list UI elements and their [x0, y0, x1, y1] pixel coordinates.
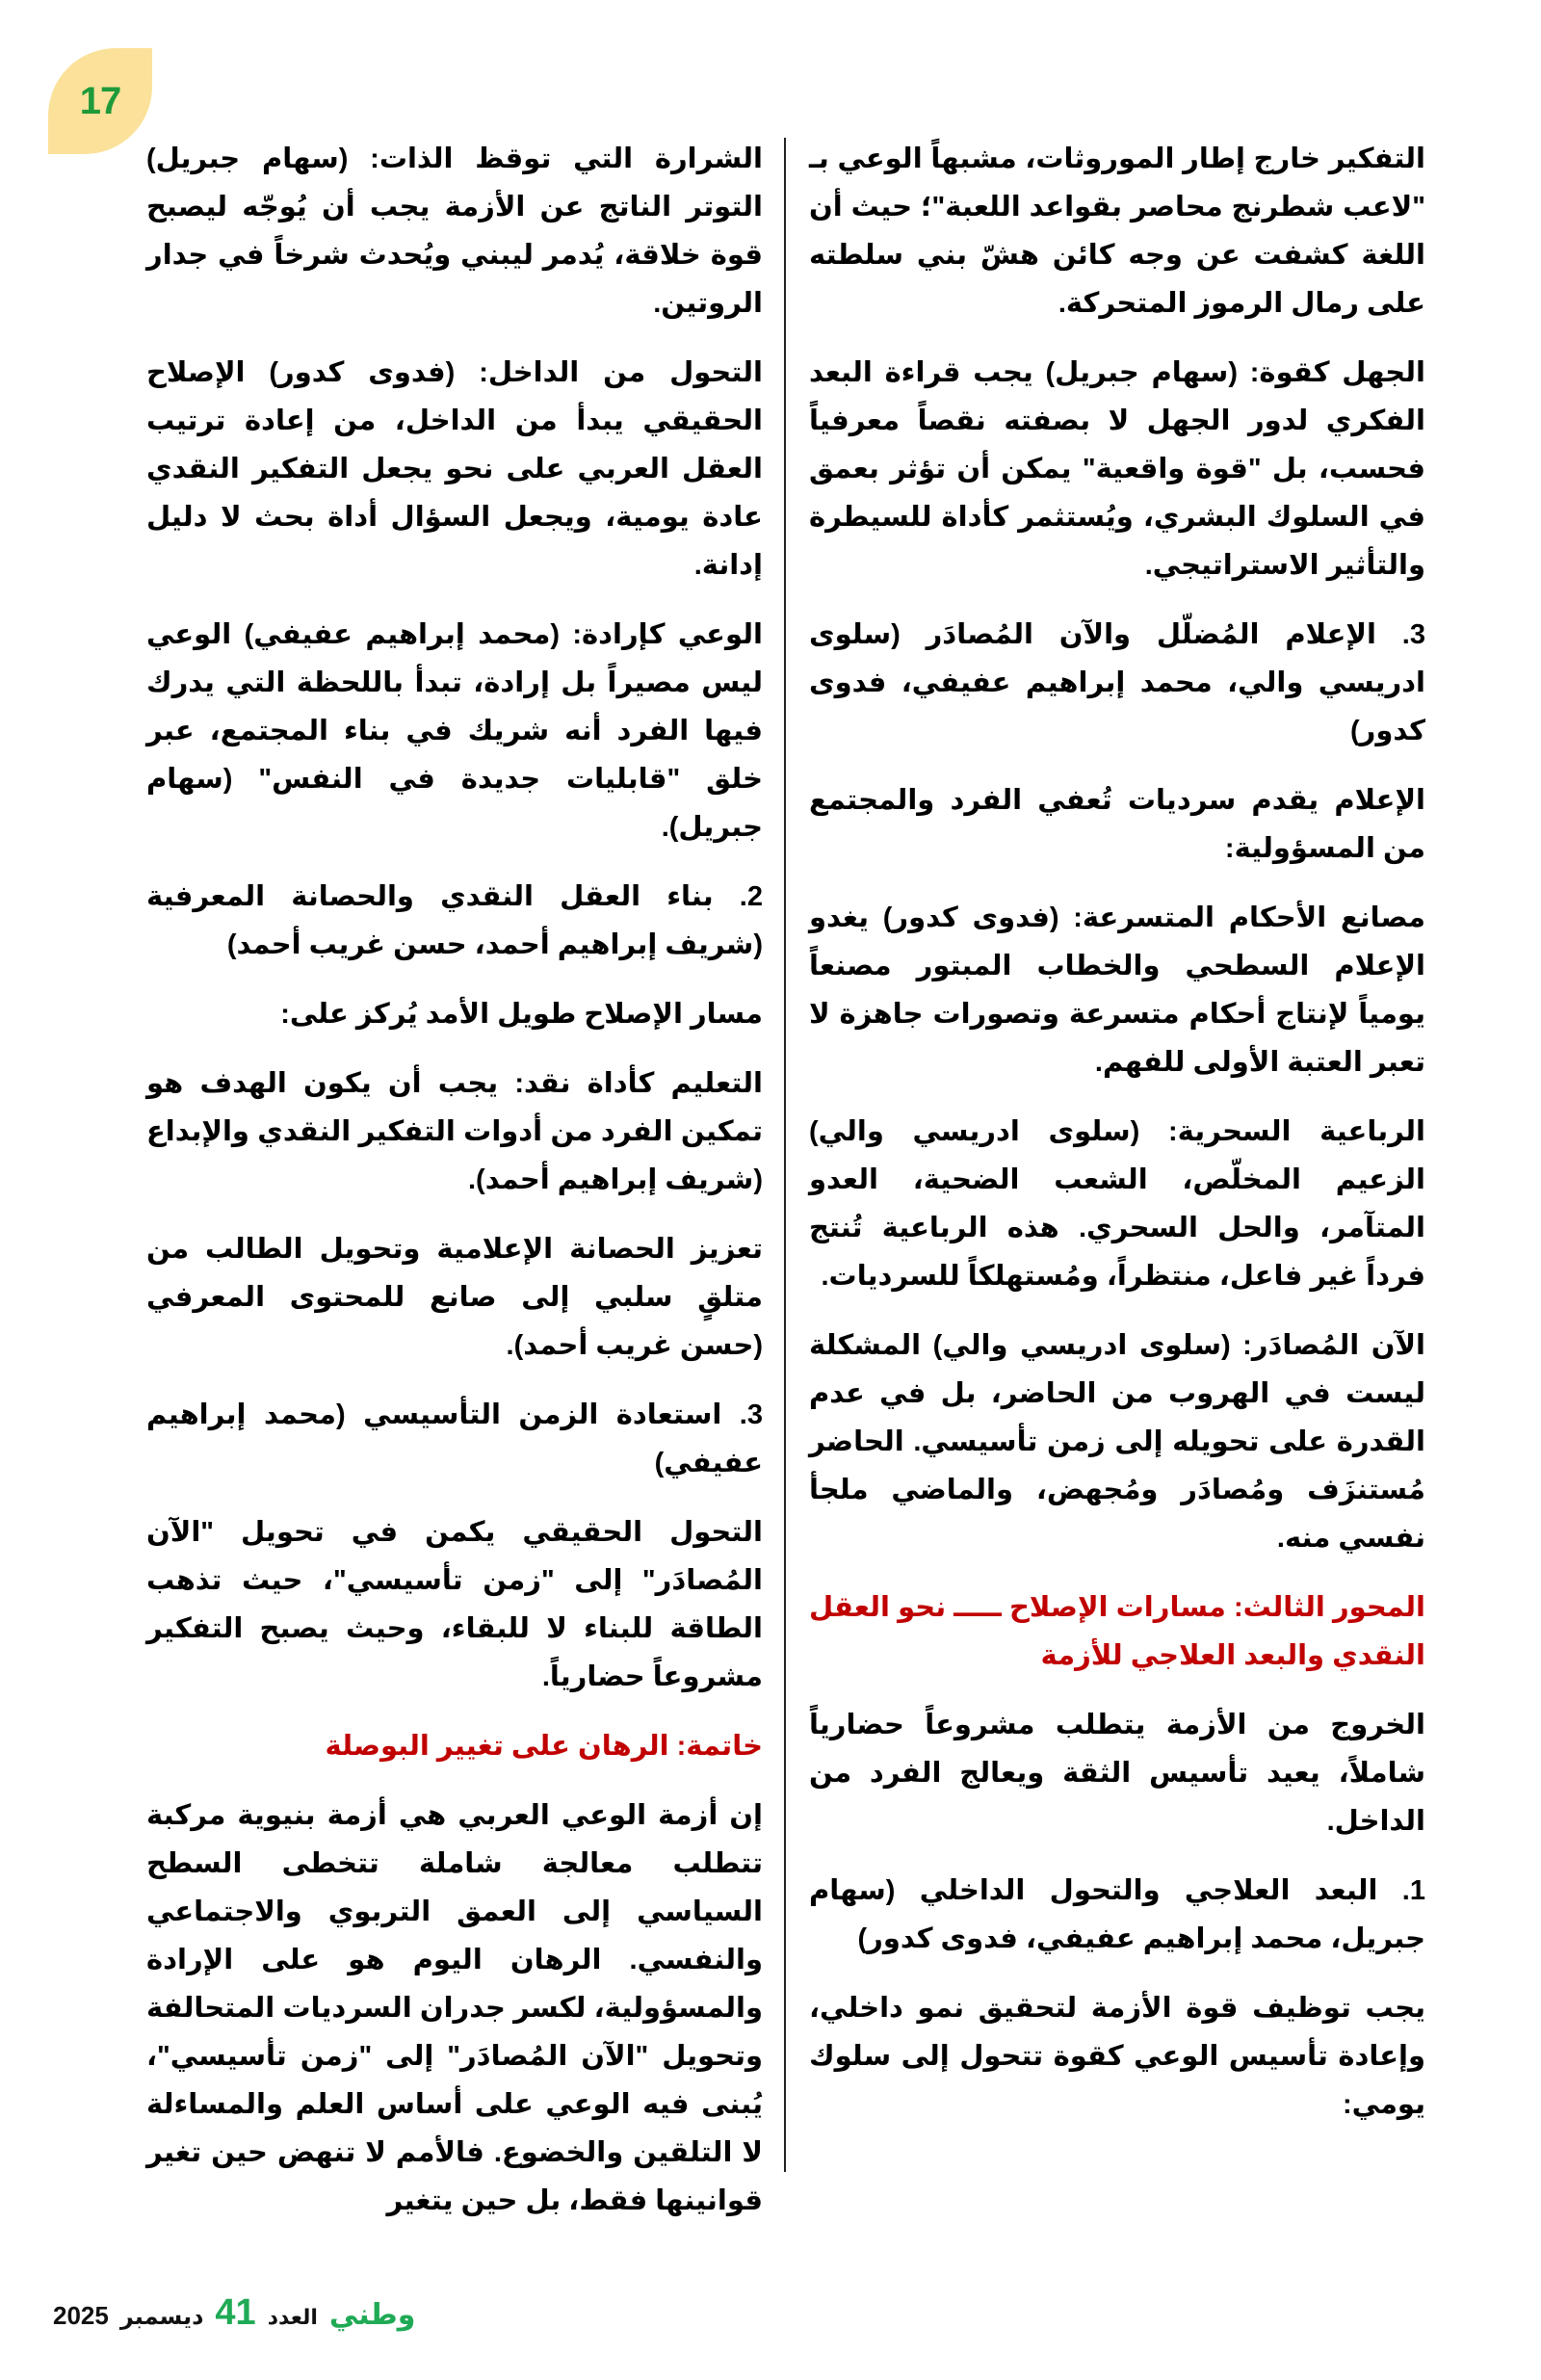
page-number-badge: [48, 48, 152, 154]
paragraph: التحول من الداخل: (فدوى كدور) الإصلاح الحقيقي يبدأ من الداخل، من إعادة ترتيب العقل العربي على نحو يجعل التفكير النقدي عادة يومية، ويجعل السؤال أداة بحث لا دليل إدانة.: [146, 357, 763, 581]
footer-month: ديسمبر: [119, 2304, 204, 2330]
page-footer: [53, 2292, 415, 2335]
footer-issue-label: العدد: [267, 2305, 318, 2329]
footer-brand-logo: وطني: [328, 2299, 416, 2331]
paragraph: الوعي كإرادة: (محمد إبراهيم عفيفي) الوعي ليس مصيراً بل إرادة، تبدأ باللحظة التي يدرك فيها الفرد أنه شريك في بناء المجتمع، عبر خلق "قابليات جديدة في النفس" (سهام جبريل).: [146, 619, 763, 843]
section-heading: المحور الثالث: مسارات الإصلاح ـــــ نحو العقل النقدي والبعد العلاجي للأزمة: [809, 1592, 1425, 1671]
column-divider: [784, 138, 786, 2172]
right-column: [809, 135, 1425, 2150]
conclusion-paragraph: إن أزمة الوعي العربي هي أزمة بنيوية مركبة تتطلب معالجة شاملة تتخطى السطح السياسي إلى العمق التربوي والاجتماعي والنفسي. الرهان اليوم هو على الإرادة والمسؤولية، لكسر جدران السرديات المتحالفة وتحويل "الآن المُصادَر" إلى "زمن تأسيسي"، يُبنى فيه الوعي على أساس العلم والمساءلة لا التلقين والخضوع. فالأمم لا تنهض حين تغير قوانينها فقط، بل حين يتغير: [146, 1800, 763, 2216]
conclusion-heading: خاتمة: الرهان على تغيير البوصلة: [325, 1731, 763, 1762]
subsection-heading: 3. استعادة الزمن التأسيسي (محمد إبراهيم عفيفي): [146, 1399, 763, 1478]
page-number: 17: [79, 79, 121, 122]
paragraph: التعليم كأداة نقد: يجب أن يكون الهدف هو تمكين الفرد من أدوات التفكير النقدي والإبداع (شريف إبراهيم أحمد).: [146, 1068, 763, 1195]
paragraph: تعزيز الحصانة الإعلامية وتحويل الطالب من متلقٍ سلبي إلى صانع للمحتوى المعرفي (حسن غريب أحمد).: [146, 1234, 763, 1361]
footer-issue-number: 41: [215, 2292, 256, 2333]
paragraph: الآن المُصادَر: (سلوى ادريسي والي) المشكلة ليست في الهروب من الحاضر، بل في عدم القدرة على تحويله إلى زمن تأسيسي. الحاضر مُستنزَف ومُصادَر ومُجهض، والماضي ملجأ نفسي منه.: [809, 1330, 1425, 1554]
footer-year: 2025: [53, 2301, 109, 2330]
paragraph: الإعلام يقدم سرديات تُعفي الفرد والمجتمع من المسؤولية:: [809, 785, 1425, 864]
subsection-heading: 1. البعد العلاجي والتحول الداخلي (سهام جبريل، محمد إبراهيم عفيفي، فدوى كدور): [809, 1875, 1425, 1954]
subsection-heading: 3. الإعلام المُضلّل والآن المُصادَر (سلوى ادريسي والي، محمد إبراهيم عفيفي، فدوى كدور): [809, 619, 1425, 746]
paragraph: مسار الإصلاح طويل الأمد يُركز على:: [280, 999, 763, 1030]
paragraph: الرباعية السحرية: (سلوى ادريسي والي) الزعيم المخلّص، الشعب الضحية، العدو المتآمر، والحل السحري. هذه الرباعية تُنتج فرداً غير فاعل، منتظراً، ومُستهلكاً للسرديات.: [809, 1116, 1425, 1292]
left-column: [146, 135, 763, 2246]
paragraph: التفكير خارج إطار الموروثات، مشبهاً الوعي بـ "لاعب شطرنج محاصر بقواعد اللعبة"؛ حيث أن اللغة كشفت عن وجه كائن هشّ بني سلطته على رمال الرموز المتحركة.: [809, 144, 1425, 319]
paragraph: مصانع الأحكام المتسرعة: (فدوى كدور) يغدو الإعلام السطحي والخطاب المبتور مصنعاً يومياً لإنتاج أحكام متسرعة وتصورات جاهزة لا تعبر العتبة الأولى للفهم.: [809, 902, 1425, 1078]
paragraph: التحول الحقيقي يكمن في تحويل "الآن المُصادَر" إلى "زمن تأسيسي"، حيث تذهب الطاقة للبناء لا للبقاء، وحيث يصبح التفكير مشروعاً حضارياً.: [146, 1517, 763, 1692]
paragraph: الشرارة التي توقظ الذات: (سهام جبريل) التوتر الناتج عن الأزمة يجب أن يُوجّه ليصبح قوة خلاقة، يُدمر ليبني ويُحدث شرخاً في جدار الروتين.: [146, 144, 763, 319]
paragraph: الجهل كقوة: (سهام جبريل) يجب قراءة البعد الفكري لدور الجهل لا بصفته نقصاً معرفياً فحسب، بل "قوة واقعية" يمكن أن تؤثر بعمق في السلوك البشري، ويُستثمر كأداة للسيطرة والتأثير الاستراتيجي.: [809, 357, 1425, 581]
paragraph: الخروج من الأزمة يتطلب مشروعاً حضارياً شاملاً، يعيد تأسيس الثقة ويعالج الفرد من الداخل.: [809, 1710, 1425, 1837]
paragraph: يجب توظيف قوة الأزمة لتحقيق نمو داخلي، وإعادة تأسيس الوعي كقوة تتحول إلى سلوك يومي:: [809, 1993, 1425, 2120]
subsection-heading: 2. بناء العقل النقدي والحصانة المعرفية (شريف إبراهيم أحمد، حسن غريب أحمد): [146, 881, 763, 960]
